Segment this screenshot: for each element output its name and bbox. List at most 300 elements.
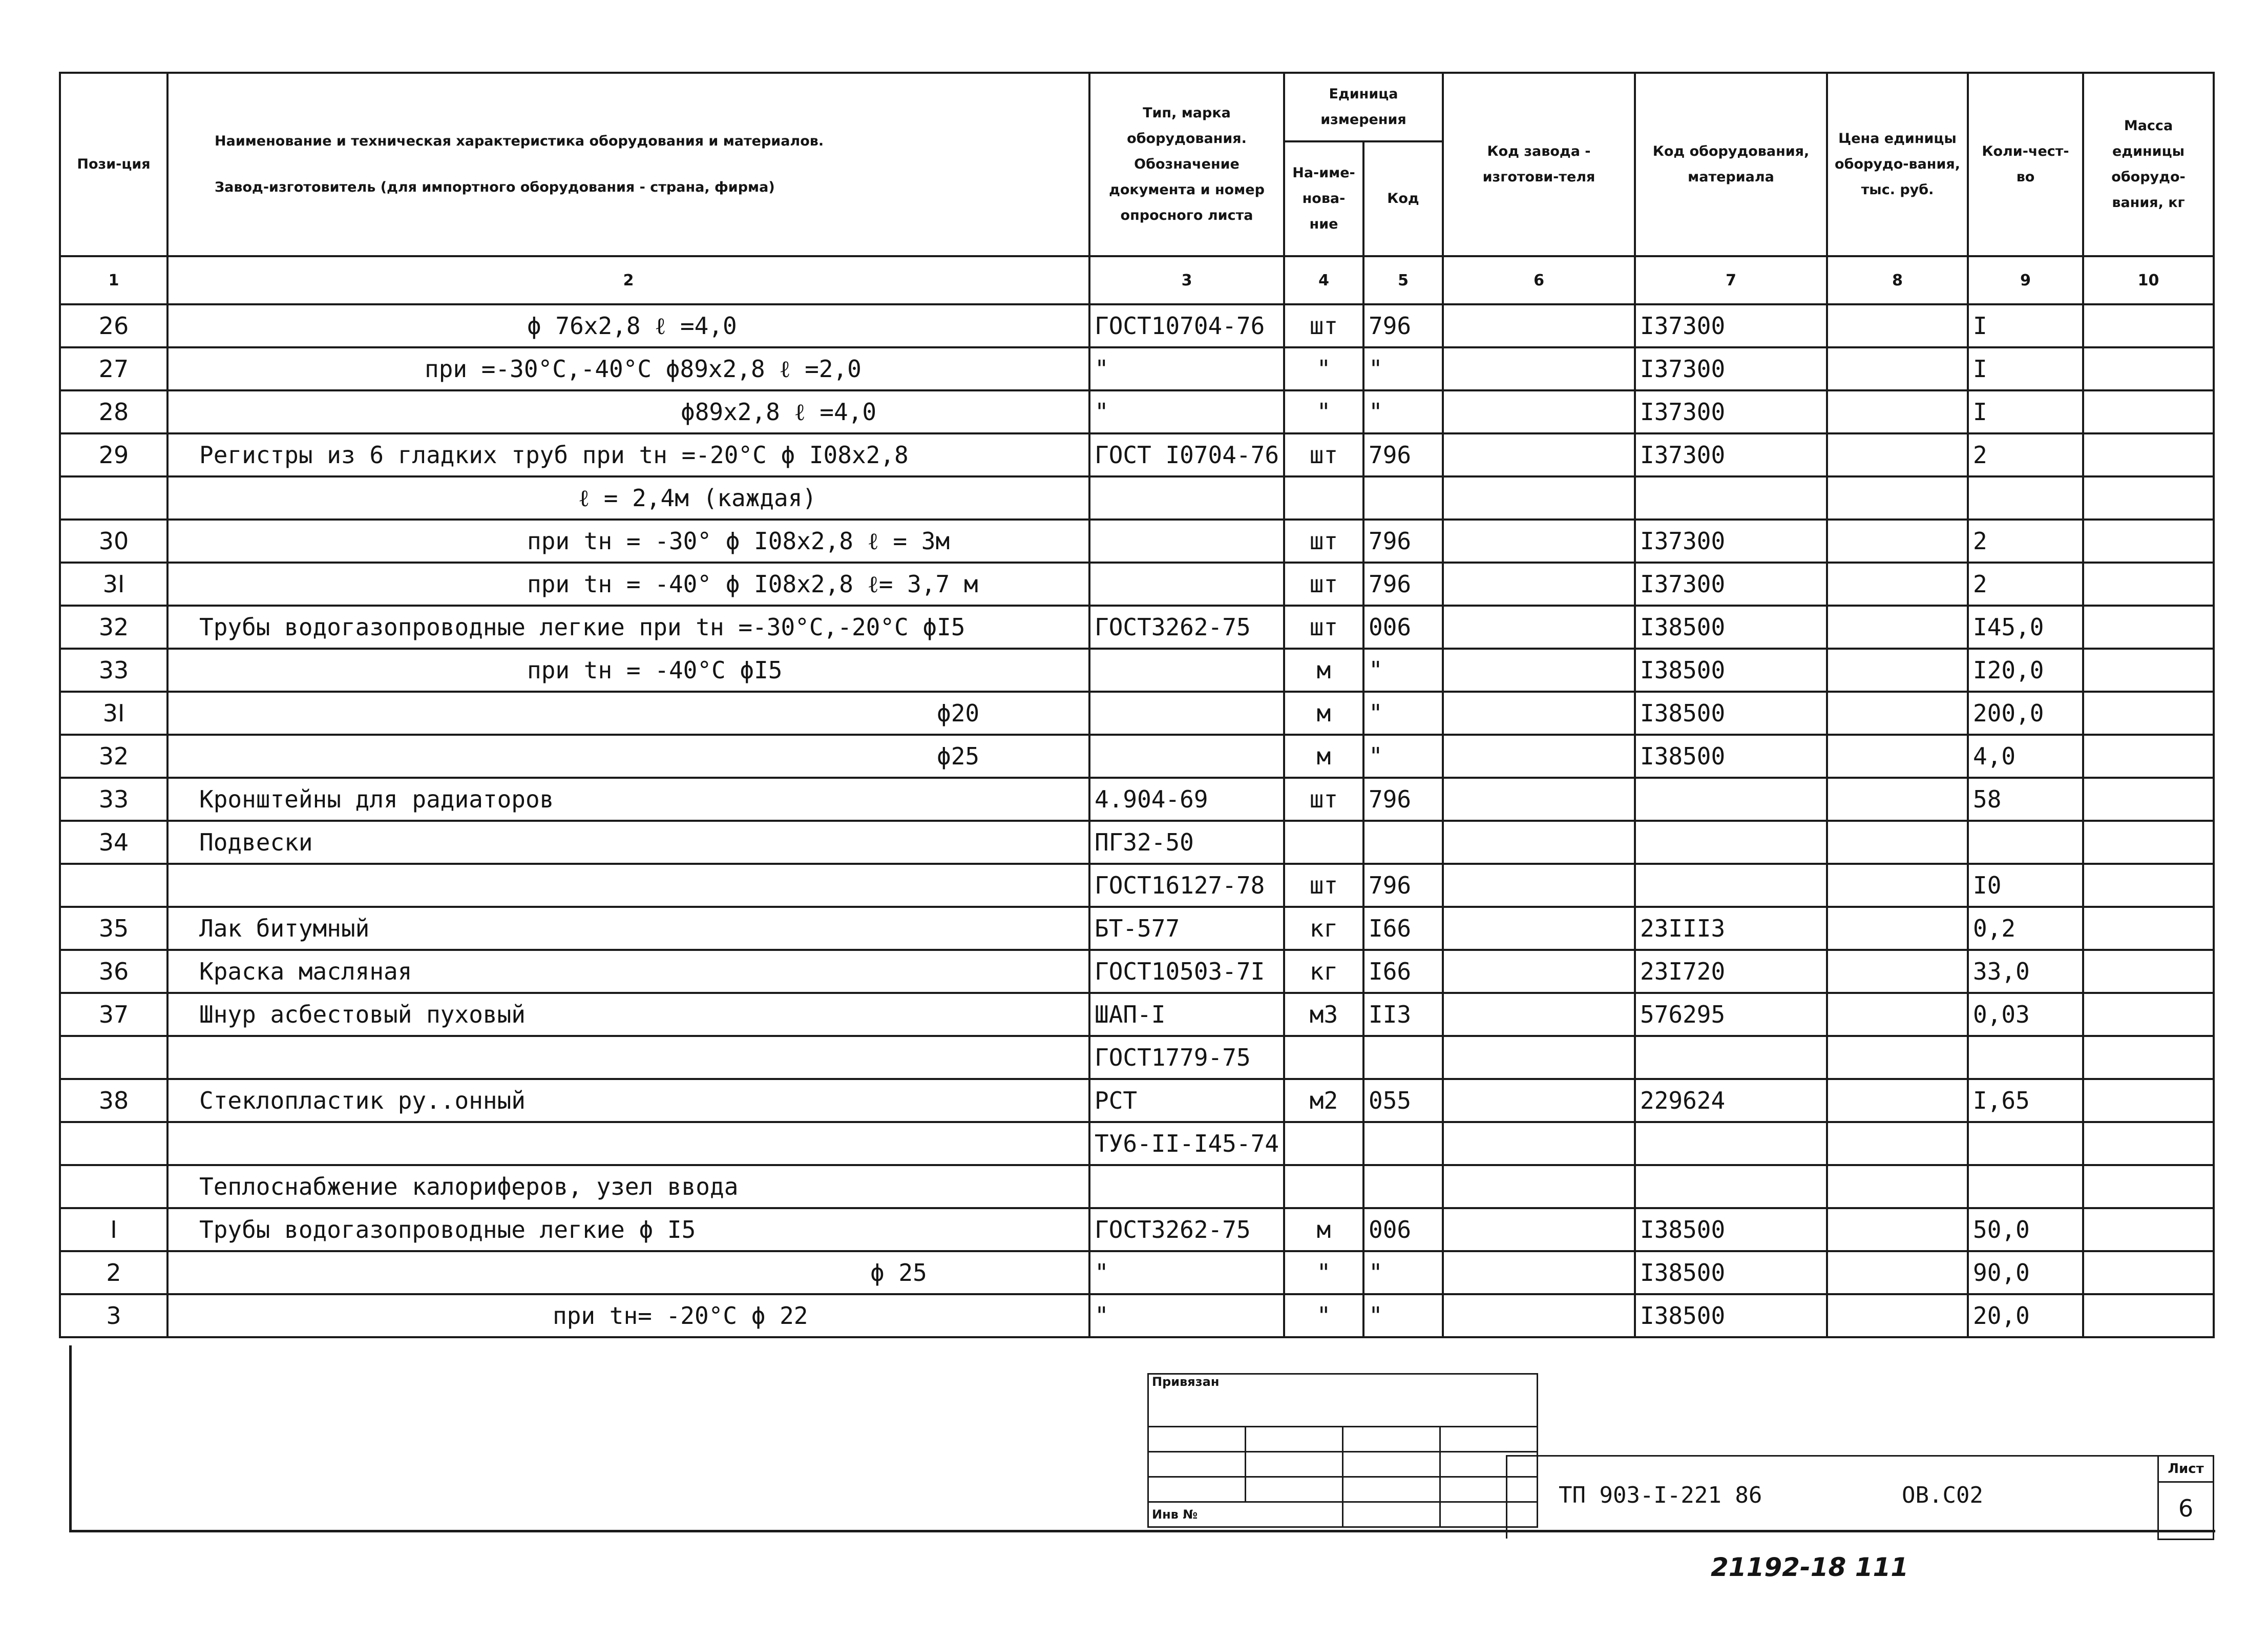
row-document: 4.904-69 [1089,778,1284,821]
row-position: 36 [60,950,167,993]
table-row [60,692,2214,735]
row-name: Регистры из 6 гладких труб при tн =-20°C ϕ I08x2,8 [167,433,1089,476]
row-material-code [1635,476,1827,520]
row-name [167,1036,1089,1079]
row-quantity: 0,2 [1968,907,2083,950]
row-position: 28 [60,390,167,433]
column-number: 5 [1363,256,1443,304]
row-quantity [1968,1122,2083,1165]
row-maker-code [1443,1294,1635,1337]
row-document [1089,735,1284,778]
header-unit-name: На-име-нова-ние [1284,141,1363,256]
table-row [60,563,2214,606]
table-row [60,950,2214,993]
row-price [1827,433,1968,476]
sheet-label: Лист [2159,1457,2213,1483]
row-unit: м [1284,735,1363,778]
row-unit-code: " [1363,692,1443,735]
row-price [1827,993,1968,1036]
document-code-box [1506,1455,2159,1539]
row-document [1089,520,1284,563]
row-name: при tн = -40° ϕ I08x2,8 ℓ= 3,7 м [167,563,1089,606]
document-code: ТП 903-I-221 86 [1559,1482,1762,1508]
row-unit: " [1284,1294,1363,1337]
row-maker-code [1443,907,1635,950]
header-price: Цена единицы оборудо-вания, тыс. руб. [1827,73,1968,256]
row-material-code: I37300 [1635,347,1827,390]
inventory-label: Инв № [1148,1502,1343,1527]
row-unit-code [1363,1122,1443,1165]
row-document [1089,1165,1284,1208]
row-price [1827,864,1968,907]
row-unit-code: 055 [1363,1079,1443,1122]
row-mass [2083,778,2214,821]
column-number-row [60,256,2214,304]
row-price [1827,520,1968,563]
row-material-code: I38500 [1635,649,1827,692]
row-name: при tн= -20°C ϕ 22 [167,1294,1089,1337]
table-row [60,1294,2214,1337]
specification-table [59,72,2215,1338]
row-position: I [60,1208,167,1251]
row-position: 34 [60,821,167,864]
row-unit-code: I66 [1363,907,1443,950]
row-document: ГОСТ1779-75 [1089,1036,1284,1079]
row-material-code [1635,1036,1827,1079]
row-unit: м [1284,1208,1363,1251]
row-document: ТУ6-II-I45-74 [1089,1122,1284,1165]
row-maker-code [1443,821,1635,864]
row-name: Краска масляная [167,950,1089,993]
row-mass [2083,606,2214,649]
row-unit-code: 796 [1363,864,1443,907]
row-document: БТ-577 [1089,907,1284,950]
row-price [1827,735,1968,778]
row-document: " [1089,347,1284,390]
table-row [60,649,2214,692]
row-name: Кронштейны для радиаторов [167,778,1089,821]
row-price [1827,1036,1968,1079]
row-unit: шт [1284,433,1363,476]
row-maker-code [1443,692,1635,735]
row-quantity: I [1968,347,2083,390]
table-row [60,433,2214,476]
row-mass [2083,821,2214,864]
row-name [167,864,1089,907]
row-mass [2083,304,2214,347]
row-mass [2083,1122,2214,1165]
header-maker-code: Код завода - изготови-теля [1443,73,1635,256]
row-unit: шт [1284,778,1363,821]
row-mass [2083,993,2214,1036]
column-number: 8 [1827,256,1968,304]
row-material-code: I37300 [1635,433,1827,476]
row-material-code [1635,778,1827,821]
row-mass [2083,649,2214,692]
row-maker-code [1443,1251,1635,1294]
row-maker-code [1443,864,1635,907]
row-unit: " [1284,347,1363,390]
row-unit: шт [1284,520,1363,563]
row-unit: м3 [1284,993,1363,1036]
row-document: ГОСТ I0704-76 [1089,433,1284,476]
row-unit-code: 006 [1363,606,1443,649]
sheet-number: 6 [2178,1494,2194,1522]
row-maker-code [1443,390,1635,433]
row-mass [2083,563,2214,606]
row-document: ШАП-I [1089,993,1284,1036]
row-name: при tн = -30° ϕ I08x2,8 ℓ = 3м [167,520,1089,563]
row-mass [2083,520,2214,563]
row-material-code: I37300 [1635,304,1827,347]
bound-label: Привязан [1148,1374,1538,1427]
row-quantity: I,65 [1968,1079,2083,1122]
row-material-code: I38500 [1635,1294,1827,1337]
row-quantity: I0 [1968,864,2083,907]
row-unit: шт [1284,606,1363,649]
row-quantity: 200,0 [1968,692,2083,735]
header-quantity: Коли-чест-во [1968,73,2083,256]
row-material-code [1635,1122,1827,1165]
row-name: ϕ25 [167,735,1089,778]
row-unit [1284,821,1363,864]
row-quantity: 0,03 [1968,993,2083,1036]
row-mass [2083,907,2214,950]
row-position: 32 [60,735,167,778]
row-name: ϕ20 [167,692,1089,735]
header-mass: Масса единицы оборудо-вания, кг [2083,73,2214,256]
row-position: 27 [60,347,167,390]
row-quantity: 20,0 [1968,1294,2083,1337]
header-name-line1: Наименование и техническая характеристика оборудования и материалов. [215,133,824,149]
row-unit-code: 006 [1363,1208,1443,1251]
row-maker-code [1443,347,1635,390]
row-maker-code [1443,1122,1635,1165]
row-quantity [1968,821,2083,864]
row-unit: м [1284,649,1363,692]
row-position: 29 [60,433,167,476]
header-position: Пози-ция [60,73,167,256]
row-material-code: I37300 [1635,520,1827,563]
row-quantity: I [1968,390,2083,433]
specification-body [60,304,2214,1337]
row-unit-code [1363,476,1443,520]
row-quantity: I45,0 [1968,606,2083,649]
row-price [1827,821,1968,864]
row-maker-code [1443,1208,1635,1251]
row-unit: шт [1284,304,1363,347]
row-unit-code [1363,821,1443,864]
archive-number: 21192-18 111 [1711,1552,1909,1582]
table-row [60,1036,2214,1079]
row-maker-code [1443,649,1635,692]
row-unit-code: " [1363,347,1443,390]
row-document: " [1089,1294,1284,1337]
row-maker-code [1443,778,1635,821]
table-row [60,735,2214,778]
approval-stamp [1147,1373,1538,1528]
row-mass [2083,433,2214,476]
row-mass [2083,347,2214,390]
row-price [1827,778,1968,821]
row-price [1827,606,1968,649]
table-row [60,1165,2214,1208]
row-document [1089,692,1284,735]
row-unit-code: 796 [1363,563,1443,606]
row-quantity: I20,0 [1968,649,2083,692]
row-quantity [1968,1165,2083,1208]
row-position: 33 [60,778,167,821]
row-unit-code: " [1363,649,1443,692]
row-material-code: 23I720 [1635,950,1827,993]
row-price [1827,692,1968,735]
row-quantity: 58 [1968,778,2083,821]
row-maker-code [1443,433,1635,476]
row-price [1827,1294,1968,1337]
row-document [1089,563,1284,606]
row-position [60,1122,167,1165]
row-position: 3I [60,692,167,735]
row-position: 35 [60,907,167,950]
table-row [60,778,2214,821]
row-maker-code [1443,476,1635,520]
column-number: 2 [167,256,1089,304]
row-quantity: 50,0 [1968,1208,2083,1251]
row-unit [1284,1165,1363,1208]
header-type: Тип, марка оборудования. Обозначение документа и номер опросного листа [1089,73,1284,256]
row-unit-code: I66 [1363,950,1443,993]
row-quantity: 2 [1968,563,2083,606]
row-position: 2 [60,1251,167,1294]
row-unit [1284,476,1363,520]
header-unit-group: Единица измерения [1284,73,1443,141]
row-maker-code [1443,1036,1635,1079]
row-unit-code [1363,1165,1443,1208]
row-mass [2083,692,2214,735]
table-row [60,1251,2214,1294]
row-unit-code: 796 [1363,520,1443,563]
row-quantity [1968,1036,2083,1079]
row-unit-code: " [1363,1251,1443,1294]
row-price [1827,950,1968,993]
row-price [1827,563,1968,606]
row-material-code: 23III3 [1635,907,1827,950]
table-row [60,1122,2214,1165]
row-mass [2083,1165,2214,1208]
row-quantity: I [1968,304,2083,347]
table-row [60,821,2214,864]
row-price [1827,476,1968,520]
row-name: Лак битумный [167,907,1089,950]
row-maker-code [1443,520,1635,563]
row-mass [2083,735,2214,778]
row-unit-code: 796 [1363,304,1443,347]
row-price [1827,1208,1968,1251]
row-mass [2083,390,2214,433]
table-row [60,1079,2214,1122]
row-unit: шт [1284,563,1363,606]
table-row [60,390,2214,433]
row-mass [2083,950,2214,993]
row-unit-code: " [1363,1294,1443,1337]
table-row [60,606,2214,649]
table-row [60,1208,2214,1251]
row-price [1827,1122,1968,1165]
table-row [60,347,2214,390]
row-maker-code [1443,993,1635,1036]
row-name: ℓ = 2,4м (каждая) [167,476,1089,520]
row-document: " [1089,1251,1284,1294]
row-mass [2083,1208,2214,1251]
row-document: " [1089,390,1284,433]
row-maker-code [1443,304,1635,347]
row-position: 37 [60,993,167,1036]
row-unit-code: 796 [1363,778,1443,821]
row-material-code [1635,821,1827,864]
table-row [60,907,2214,950]
table-row [60,864,2214,907]
row-price [1827,304,1968,347]
table-row [60,993,2214,1036]
row-material-code: I37300 [1635,563,1827,606]
row-name: при =-30°C,-40°C ϕ89x2,8 ℓ =2,0 [167,347,1089,390]
row-position: 3 [60,1294,167,1337]
column-number: 6 [1443,256,1635,304]
row-document: ГОСТ3262-75 [1089,606,1284,649]
sheet-number-box [2157,1455,2214,1540]
table-row [60,476,2214,520]
row-price [1827,1079,1968,1122]
row-material-code: I38500 [1635,1251,1827,1294]
row-quantity: 4,0 [1968,735,2083,778]
row-maker-code [1443,1165,1635,1208]
row-position [60,1036,167,1079]
row-mass [2083,864,2214,907]
row-unit: м [1284,692,1363,735]
row-position: 38 [60,1079,167,1122]
row-maker-code [1443,735,1635,778]
row-quantity: 2 [1968,520,2083,563]
row-price [1827,907,1968,950]
row-name: Теплоснабжение калориферов, узел ввода [167,1165,1089,1208]
row-quantity: 2 [1968,433,2083,476]
row-document [1089,649,1284,692]
row-name: Трубы водогазопроводные легкие ϕ I5 [167,1208,1089,1251]
document-mark: ОВ.С02 [1902,1482,1983,1508]
header-name-line2: Завод-изготовитель (для импортного оборудования - страна, фирма) [215,179,775,195]
header-unit-code: Код [1363,141,1443,256]
row-document: ГОСТ16127-78 [1089,864,1284,907]
row-position: 3I [60,563,167,606]
row-material-code: I38500 [1635,692,1827,735]
row-price [1827,1251,1968,1294]
row-maker-code [1443,563,1635,606]
row-price [1827,649,1968,692]
row-material-code: I37300 [1635,390,1827,433]
row-position [60,476,167,520]
column-number: 4 [1284,256,1363,304]
column-number: 10 [2083,256,2214,304]
row-unit: кг [1284,950,1363,993]
row-unit: " [1284,390,1363,433]
row-position: 33 [60,649,167,692]
row-mass [2083,476,2214,520]
row-maker-code [1443,1079,1635,1122]
row-document: ПГ32-50 [1089,821,1284,864]
column-number: 3 [1089,256,1284,304]
row-material-code: 576295 [1635,993,1827,1036]
column-number: 9 [1968,256,2083,304]
header-material-code: Код оборудования, материала [1635,73,1827,256]
row-mass [2083,1079,2214,1122]
table-row [60,304,2214,347]
row-position: 30 [60,520,167,563]
row-document: РСТ [1089,1079,1284,1122]
row-name: ϕ89x2,8 ℓ =4,0 [167,390,1089,433]
row-quantity: 33,0 [1968,950,2083,993]
row-material-code [1635,1165,1827,1208]
row-material-code: 229624 [1635,1079,1827,1122]
row-price [1827,390,1968,433]
row-document: ГОСТ3262-75 [1089,1208,1284,1251]
row-unit [1284,1036,1363,1079]
row-name: Шнур асбестовый пуховый [167,993,1089,1036]
row-mass [2083,1036,2214,1079]
row-name: Трубы водогазопроводные легкие при tн =-30°C,-20°C ϕI5 [167,606,1089,649]
row-mass [2083,1294,2214,1337]
column-number: 1 [60,256,167,304]
row-unit: " [1284,1251,1363,1294]
row-price [1827,347,1968,390]
row-name: Стеклопластик ру..онный [167,1079,1089,1122]
row-name: Подвески [167,821,1089,864]
row-document: ГОСТ10704-76 [1089,304,1284,347]
row-material-code: I38500 [1635,1208,1827,1251]
row-name: при tн = -40°C ϕI5 [167,649,1089,692]
row-unit-code: II3 [1363,993,1443,1036]
row-unit: м2 [1284,1079,1363,1122]
row-position [60,1165,167,1208]
row-unit: кг [1284,907,1363,950]
row-price [1827,1165,1968,1208]
row-name [167,1122,1089,1165]
row-unit [1284,1122,1363,1165]
row-unit-code: 796 [1363,433,1443,476]
row-position [60,864,167,907]
row-unit-code: " [1363,390,1443,433]
column-number: 7 [1635,256,1827,304]
row-name: ϕ 25 [167,1251,1089,1294]
row-document [1089,476,1284,520]
row-position: 26 [60,304,167,347]
row-maker-code [1443,950,1635,993]
row-material-code [1635,864,1827,907]
row-quantity: 90,0 [1968,1251,2083,1294]
row-position: 32 [60,606,167,649]
row-material-code: I38500 [1635,606,1827,649]
row-unit-code: " [1363,735,1443,778]
row-quantity [1968,476,2083,520]
row-unit: шт [1284,864,1363,907]
row-material-code: I38500 [1635,735,1827,778]
row-unit-code [1363,1036,1443,1079]
row-maker-code [1443,606,1635,649]
row-name: ϕ 76x2,8 ℓ =4,0 [167,304,1089,347]
header-name [167,73,1089,256]
row-mass [2083,1251,2214,1294]
table-row [60,520,2214,563]
row-document: ГОСТ10503-7I [1089,950,1284,993]
